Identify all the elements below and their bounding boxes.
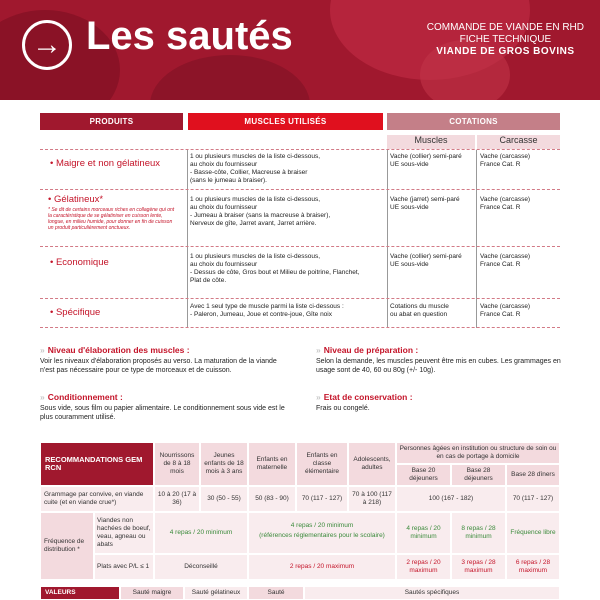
- gem-freq-cell: 4 repas / 20 minimum: [154, 512, 248, 554]
- chevron-right-icon: »: [40, 392, 45, 402]
- subheader-muscles: Muscles: [387, 135, 475, 149]
- table-row: [40, 189, 560, 245]
- gem-freq-cell: 2 repas / 20 maximum: [396, 554, 451, 580]
- gem-grammage-cell: 70 (117 - 127): [506, 486, 560, 512]
- info-elaboration: » Niveau d'élaboration des muscles : Voir les niveaux d'élaboration proposés au verso. La maturation de la viande n'est pas nécessaire pour ce type de morceaux et de cuisson.: [40, 345, 277, 374]
- cotation-muscles: Vache (collier) semi-paré UE sous-vide: [390, 253, 462, 268]
- gem-freq-row-label: Viandes non hachées de boeuf, veau, agneau ou abats: [94, 512, 154, 554]
- product-footnote: * Se dit de certains morceaux riches en collagène qui ont la caractéristique de se gélatiniser en cuisson lente, longue, en milieu humide, pour donner en fin de cuisson un produit particulièrement onctueux.: [48, 207, 175, 231]
- cotation-muscles: Cotations du muscle ou abat en question: [390, 303, 449, 318]
- gem-freq-cell: Déconseillé: [154, 554, 248, 580]
- chevron-right-icon: »: [316, 392, 321, 402]
- gem-col-header: Nourrissons de 8 à 18 mois: [154, 442, 200, 486]
- bottom-col-header: Sauté maigre: [120, 586, 184, 600]
- gem-col-header: Enfants en classe élémentaire: [296, 442, 348, 486]
- decor-blob: [150, 55, 310, 100]
- gem-col-header: Base 28 dîners: [506, 464, 560, 486]
- product-name: • Spécifique: [50, 307, 101, 318]
- muscles-text: 1 ou plusieurs muscles de la liste ci-dessous, au choix du fournisseur - Basse-côte, Collier, Macreuse à braiser (sans le jumeau à braiser).: [190, 153, 321, 184]
- table-row: [40, 298, 560, 328]
- header-banner: [0, 0, 600, 100]
- chevron-right-icon: »: [40, 345, 45, 355]
- gem-freq-row-label: Plats avec P/L ≤ 1: [94, 554, 154, 580]
- gem-freq-cell: 6 repas / 28 maximum: [506, 554, 560, 580]
- info-preparation: » Niveau de préparation : Selon la demande, les muscles peuvent être mis en cubes. Les grammages en usage sont de 40, 60 ou 80g (+/- 10g).: [316, 345, 561, 374]
- gem-grammage-cell: 10 à 20 (17 à 36): [154, 486, 200, 512]
- cotation-carcasse: Vache (carcasse) France Cat. R: [480, 153, 531, 168]
- gem-title-cell: RECOMMANDATIONS GEM RCN: [40, 442, 154, 486]
- gem-frequency-label: Fréquence de distribution *: [40, 512, 94, 580]
- gem-freq-cell: 4 repas / 20 minimum (références réglementaires pour le scolaire): [248, 512, 396, 554]
- col-header-produits: PRODUITS: [40, 113, 183, 130]
- cotation-carcasse: Vache (carcasse) France Cat. R: [480, 303, 531, 318]
- gem-freq-cell: 4 repas / 20 minimum: [396, 512, 451, 554]
- gem-freq-cell: 8 repas / 28 minimum: [451, 512, 506, 554]
- cotation-muscles: Vache (jarret) semi-paré UE sous-vide: [390, 196, 460, 211]
- cotation-carcasse: Vache (carcasse) France Cat. R: [480, 196, 531, 211]
- gem-col-header: Jeunes enfants de 18 mois à 3 ans: [200, 442, 248, 486]
- gem-elderly-header: Personnes âgées en institution ou structure de soin ou en cas de portage à domicile: [396, 442, 560, 464]
- gem-grammage-cell: 70 (117 - 127): [296, 486, 348, 512]
- cotation-carcasse: Vache (carcasse) France Cat. R: [480, 253, 531, 268]
- gem-freq-cell: 3 repas / 28 maximum: [451, 554, 506, 580]
- arrow-right-icon: →: [22, 20, 72, 70]
- col-header-muscles: MUSCLES UTILISÉS: [188, 113, 383, 130]
- gem-grammage-cell: 30 (50 - 55): [200, 486, 248, 512]
- subheader-carcasse: Carcasse: [477, 135, 560, 149]
- gem-grammage-cell: 50 (83 - 90): [248, 486, 296, 512]
- gem-grammage-cell: 100 (167 - 182): [396, 486, 506, 512]
- header-subtitle: COMMANDE DE VIANDE EN RHD FICHE TECHNIQUE VIANDE DE GROS BOVINS: [426, 22, 584, 57]
- info-conditionnement: » Conditionnement : Sous vide, sous film ou papier alimentaire. Le conditionnement sous vide est le plus couramment utilisé.: [40, 392, 285, 421]
- col-header-cotations: COTATIONS: [387, 113, 560, 130]
- gem-col-header: Adolescents, adultes: [348, 442, 396, 486]
- product-name: • Gélatineux* * Se dit de certains morceaux riches en collagène qui ont la caractéristique de se gélatiniser en cuisson lente, longue, en milieu humide, pour donner en fin de cuisson un produit particulièrement onctueux.: [48, 194, 178, 231]
- bottom-valeurs-header: VALEURS: [40, 586, 120, 600]
- gem-freq-cell: Fréquence libre: [506, 512, 560, 554]
- product-name: • Economique: [50, 257, 109, 268]
- gem-col-header: Enfants en maternelle: [248, 442, 296, 486]
- gem-grammage-cell: 70 à 100 (117 à 218): [348, 486, 396, 512]
- chevron-right-icon: »: [316, 345, 321, 355]
- bottom-col-header: Sauté gélatineux: [184, 586, 248, 600]
- bottom-col-header: Sauté: [248, 586, 304, 600]
- gem-freq-cell: 2 repas / 20 maximum: [248, 554, 396, 580]
- cotation-muscles: Vache (collier) semi-paré UE sous-vide: [390, 153, 462, 168]
- muscles-text: Avec 1 seul type de muscle parmi la liste ci-dessous : - Paleron, Jumeau, Joue et contre-joue, Gîte noix: [190, 303, 344, 318]
- muscles-text: 1 ou plusieurs muscles de la liste ci-dessous, au choix du fournisseur - Jumeau à braiser (sans la macreuse à braiser), Nerveux de gîte, Jarret avant, Jarret arrière.: [190, 196, 331, 227]
- muscles-text: 1 ou plusieurs muscles de la liste ci-dessous, au choix du fournisseur - Dessus de côte, Gros bout et Milieu de poitrine, Flanchet, Plat de côte.: [190, 253, 360, 284]
- info-conservation: » Etat de conservation : Frais ou congelé.: [316, 392, 413, 412]
- gem-col-header: Base 28 déjeuners: [451, 464, 506, 486]
- gem-col-header: Base 20 déjeuners: [396, 464, 451, 486]
- gem-grammage-label: Grammage par convive, en viande cuite (et en viande crue*): [40, 486, 154, 512]
- table-row: [40, 149, 560, 189]
- bottom-col-header: Sautés spécifiques: [304, 586, 560, 600]
- table-row: [40, 246, 560, 298]
- page-title: Les sautés: [86, 14, 293, 58]
- product-name: • Maigre et non gélatineux: [50, 158, 161, 169]
